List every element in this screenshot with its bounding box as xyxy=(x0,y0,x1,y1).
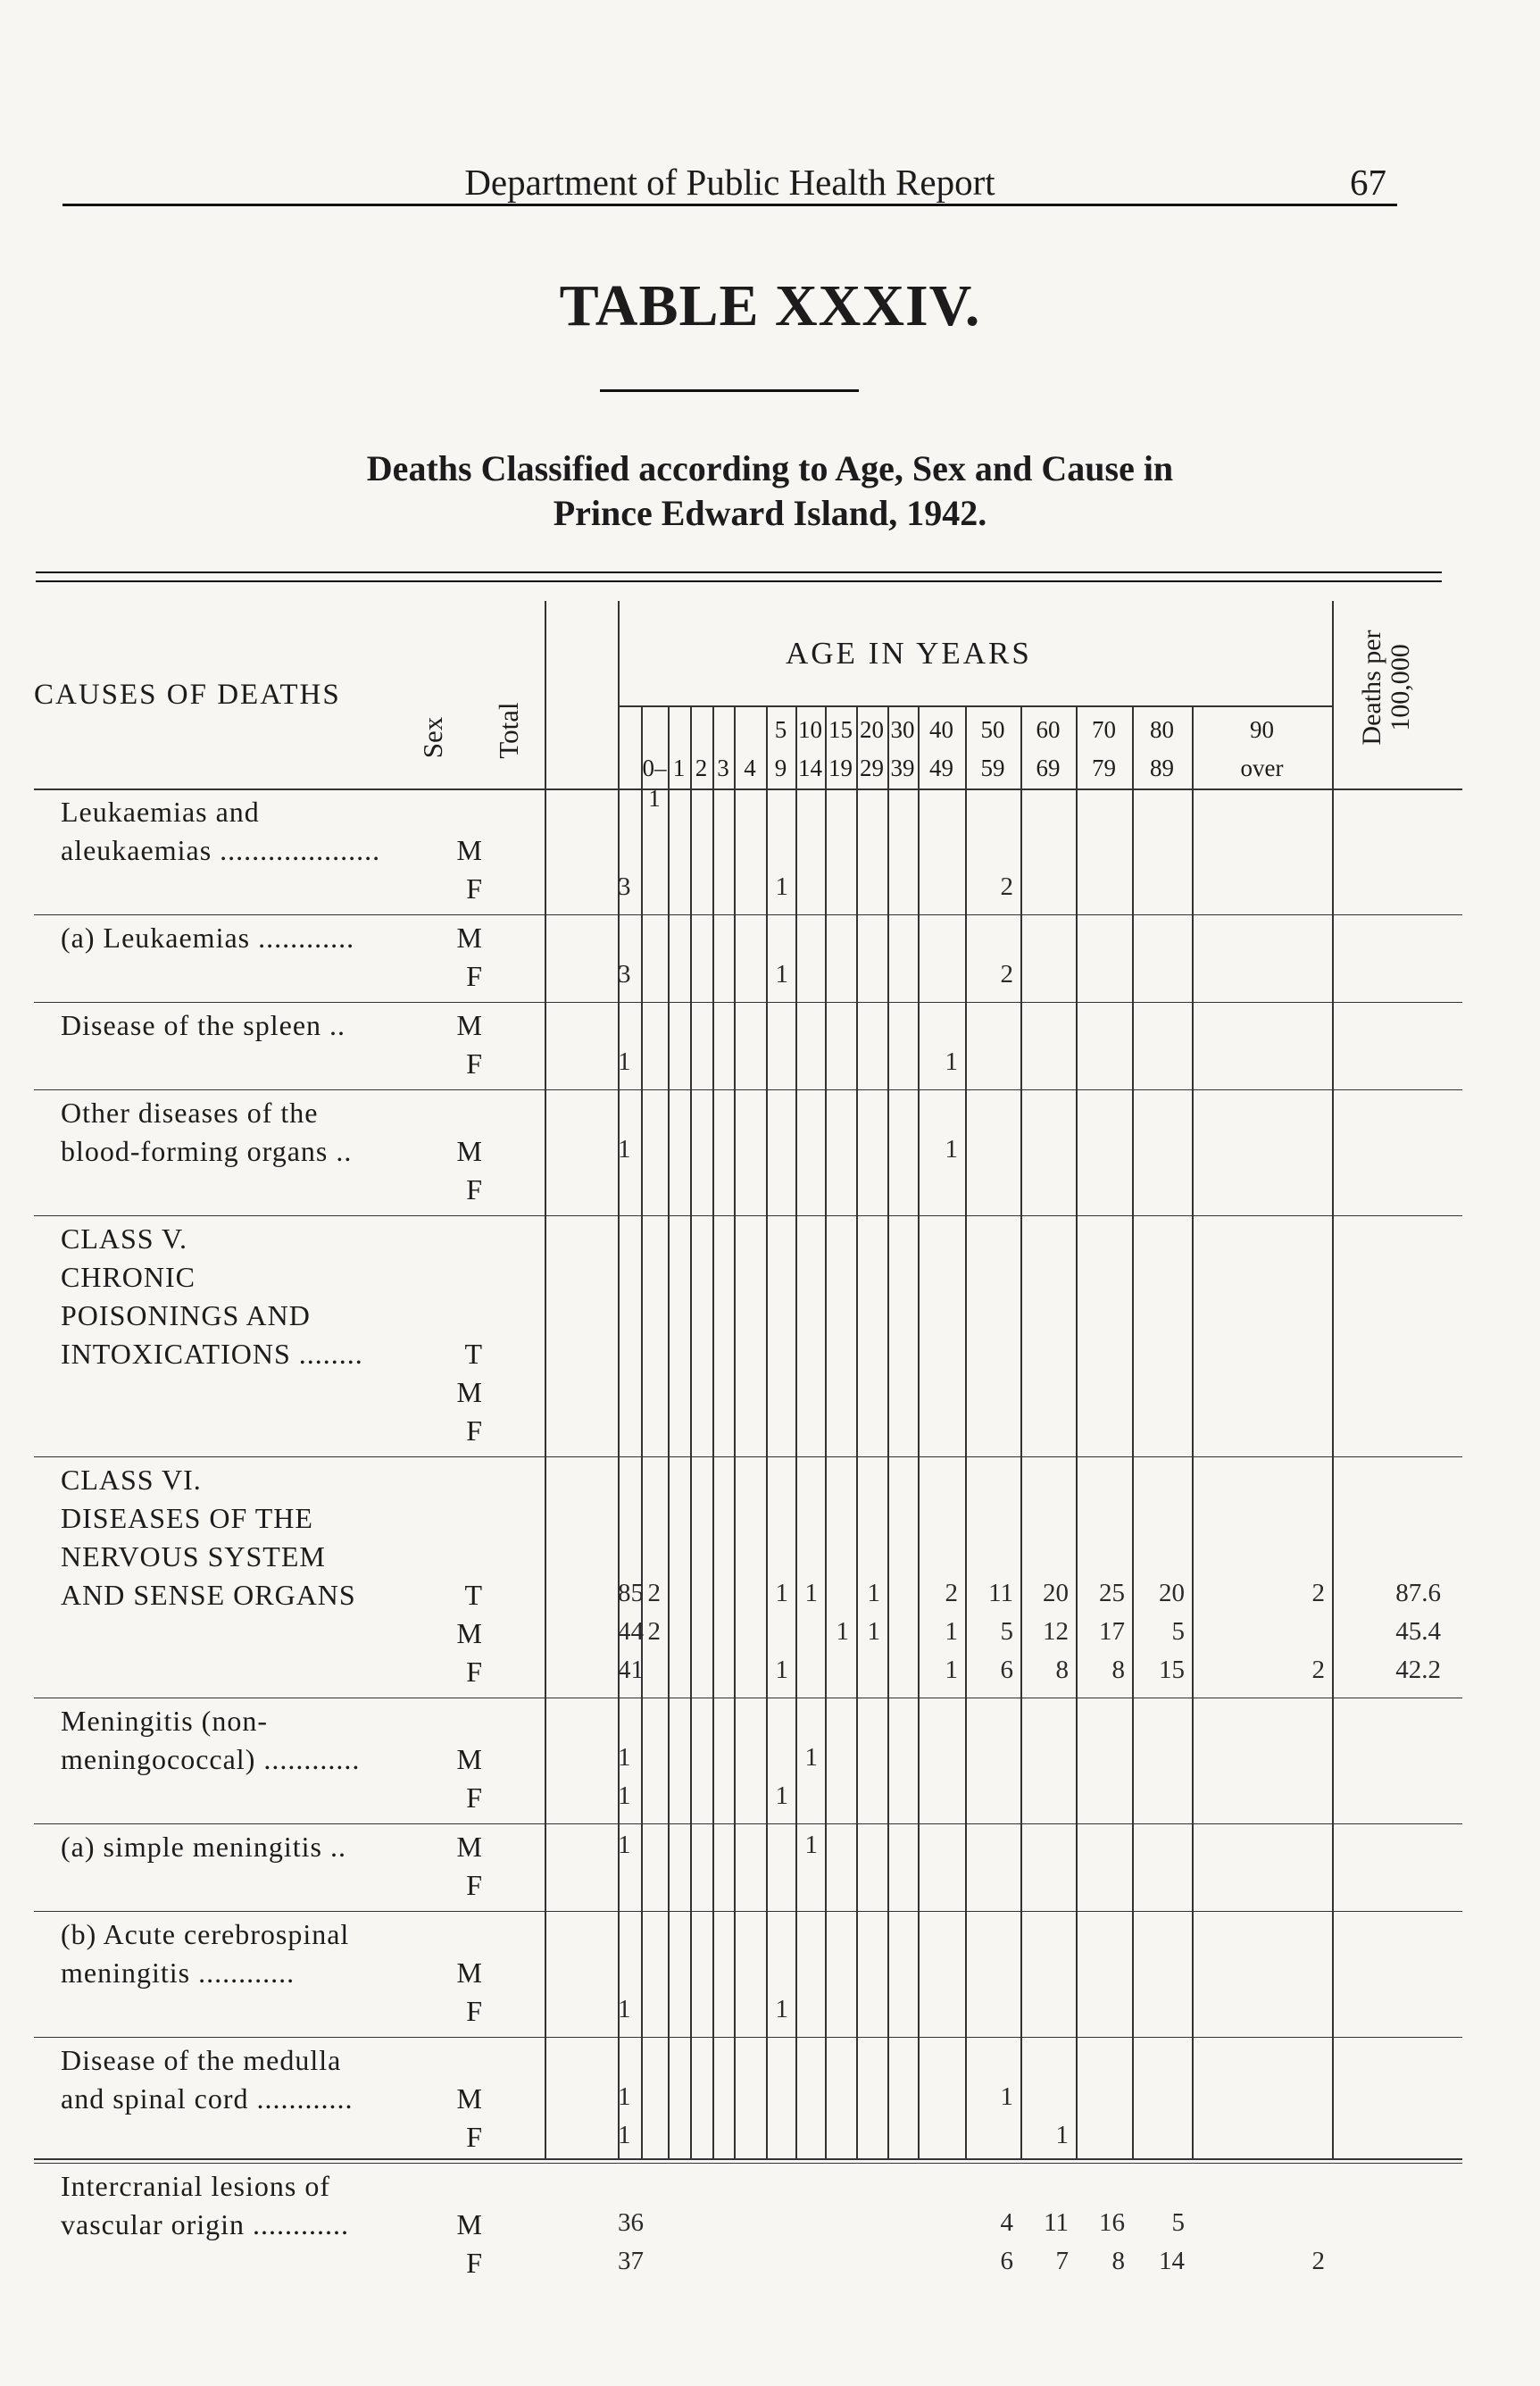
age-cell: 6 xyxy=(1000,2247,1013,2275)
section-rule xyxy=(34,2163,1462,2164)
age-cell: 5 xyxy=(1171,2208,1185,2237)
age-cell: 1 xyxy=(804,1579,818,1607)
cause-label: meningococcal) ............ xyxy=(61,1743,361,1775)
age-cell: 8 xyxy=(1111,1656,1125,1684)
sex-code: F xyxy=(466,1173,482,1206)
cause-label: CLASS V. xyxy=(61,1222,187,1255)
sex-code: F xyxy=(466,872,482,905)
table-bottom-rule xyxy=(34,2158,1462,2160)
header-title: Department of Public Health Report xyxy=(464,162,995,203)
age-col-start: 90 xyxy=(1250,716,1274,743)
age-cell: 8 xyxy=(1111,2247,1125,2275)
page-number: 67 xyxy=(1350,162,1386,203)
sex-code: F xyxy=(466,1656,482,1688)
cause-label: Intercranial lesions of xyxy=(61,2170,330,2202)
total-cell: 3 xyxy=(618,960,631,989)
total-cell: 1 xyxy=(618,1831,631,1859)
column-rule xyxy=(712,705,714,2158)
cause-label: DISEASES OF THE xyxy=(61,1502,313,1534)
sex-code: M xyxy=(456,1135,482,1167)
sex-code: M xyxy=(456,834,482,866)
age-col-start: 40 xyxy=(929,716,953,743)
cause-label: NERVOUS SYSTEM xyxy=(61,1540,326,1573)
section-rule xyxy=(34,1002,1462,1003)
sex-code: F xyxy=(466,2121,482,2153)
age-col-end: 3 xyxy=(717,755,729,781)
age-cell: 1 xyxy=(1055,2121,1069,2149)
section-rule xyxy=(34,1456,1462,1457)
age-cell: 1 xyxy=(867,1579,880,1607)
age-col-start: 50 xyxy=(980,716,1005,743)
age-col-end: over xyxy=(1240,755,1284,781)
table-subtitle xyxy=(0,446,1540,536)
age-cell: 2 xyxy=(1311,2247,1325,2275)
cause-label: CLASS VI. xyxy=(61,1464,202,1496)
sex-code: F xyxy=(466,960,482,992)
column-rule xyxy=(668,705,670,2158)
age-cell: 20 xyxy=(1159,1579,1185,1607)
age-col-end: 49 xyxy=(929,755,953,781)
age-cell: 2 xyxy=(647,1617,661,1646)
column-rule xyxy=(1076,705,1078,2158)
sex-code: F xyxy=(466,2247,482,2279)
section-rule xyxy=(34,1823,1462,1824)
age-cell: 6 xyxy=(1000,1656,1013,1684)
sex-code: M xyxy=(456,1617,482,1649)
total-cell: 3 xyxy=(618,872,631,901)
total-cell: 36 xyxy=(618,2208,644,2237)
column-rule xyxy=(1132,705,1134,2158)
age-group-rule xyxy=(618,705,1332,707)
age-cell: 5 xyxy=(1000,1617,1013,1646)
column-rule xyxy=(965,705,967,2158)
age-col-start: 30 xyxy=(890,716,915,743)
double-rule xyxy=(36,571,1442,582)
age-col-end: 39 xyxy=(890,755,915,781)
age-cell: 2 xyxy=(1311,1579,1325,1607)
sex-code: F xyxy=(466,1781,482,1814)
age-col-start: 70 xyxy=(1092,716,1116,743)
section-rule xyxy=(34,914,1462,915)
column-rule xyxy=(618,601,620,2158)
column-rule xyxy=(1192,705,1194,2158)
table-title: TABLE XXXIV. xyxy=(559,273,981,338)
age-col-end: 9 xyxy=(774,755,787,781)
age-cell: 1 xyxy=(804,1743,818,1772)
section-rule xyxy=(34,1089,1462,1090)
cause-label: and spinal cord ............ xyxy=(61,2082,354,2115)
sex-code: M xyxy=(456,1956,482,1989)
age-cell: 16 xyxy=(1099,2208,1125,2237)
age-cell: 4 xyxy=(1000,2208,1013,2237)
section-rule xyxy=(34,1215,1462,1216)
age-cell: 8 xyxy=(1055,1656,1069,1684)
column-rule xyxy=(856,705,858,2158)
age-cell: 15 xyxy=(1159,1656,1185,1684)
sex-code: M xyxy=(456,1831,482,1863)
age-group-header: AGE IN YEARS xyxy=(786,636,1032,671)
age-col-end: 29 xyxy=(860,755,884,781)
total-cell: 85 xyxy=(618,1579,644,1607)
age-cell: 5 xyxy=(1171,1617,1185,1646)
header-bottom-rule xyxy=(34,788,1462,790)
sex-code: F xyxy=(466,1869,482,1901)
column-rule xyxy=(825,705,827,2158)
age-cell: 14 xyxy=(1159,2247,1185,2275)
age-col-end: 69 xyxy=(1036,755,1061,781)
subtitle-line: Deaths Classified according to Age, Sex and Cause in xyxy=(366,448,1174,488)
total-cell: 1 xyxy=(618,2082,631,2111)
cause-label: Other diseases of the xyxy=(61,1097,319,1129)
age-cell: 1 xyxy=(945,1617,958,1646)
cause-label: CHRONIC xyxy=(61,1261,196,1293)
column-rule xyxy=(1020,705,1022,2158)
age-col-start: 80 xyxy=(1150,716,1174,743)
rate-cell: 42.2 xyxy=(1395,1656,1441,1684)
title-rule xyxy=(600,389,859,392)
age-col-start: 10 xyxy=(798,716,822,743)
age-cell: 11 xyxy=(988,1579,1013,1607)
column-rule xyxy=(918,705,920,2158)
section-rule xyxy=(34,2037,1462,2038)
age-cell: 1 xyxy=(945,1047,958,1076)
column-rule xyxy=(766,705,768,2158)
running-header xyxy=(62,159,1397,206)
age-cell: 1 xyxy=(775,1781,788,1810)
causes-header: CAUSES OF DEATHS xyxy=(34,679,341,711)
sex-code: T xyxy=(464,1579,482,1611)
cause-label: AND SENSE ORGANS xyxy=(61,1579,356,1611)
cause-label: blood-forming organs .. xyxy=(61,1135,353,1167)
age-col-start: 60 xyxy=(1036,716,1061,743)
sex-code: M xyxy=(456,1743,482,1775)
age-cell: 1 xyxy=(775,1656,788,1684)
cause-label: meningitis ............ xyxy=(61,1956,296,1989)
total-cell: 37 xyxy=(618,2247,644,2275)
cause-label: (a) Leukaemias ............ xyxy=(61,922,355,954)
total-cell: 1 xyxy=(618,2121,631,2149)
age-cell: 1 xyxy=(775,1995,788,2023)
age-col-end: 89 xyxy=(1150,755,1174,781)
section-rule xyxy=(34,1911,1462,1912)
cause-label: Disease of the spleen .. xyxy=(61,1009,346,1041)
age-col-start: 15 xyxy=(828,716,853,743)
age-col-end: 1 xyxy=(672,755,686,781)
total-header: Total xyxy=(493,702,524,759)
total-cell: 1 xyxy=(618,1047,631,1076)
cause-label: aleukaemias .................... xyxy=(61,834,381,866)
age-cell: 1 xyxy=(775,872,788,901)
cause-label: Meningitis (non- xyxy=(61,1705,268,1737)
sex-code: M xyxy=(456,2082,482,2115)
sex-code: F xyxy=(466,1047,482,1080)
age-cell: 1 xyxy=(775,960,788,989)
cause-label: INTOXICATIONS ........ xyxy=(61,1338,363,1370)
total-cell: 1 xyxy=(618,1781,631,1810)
age-cell: 1 xyxy=(867,1617,880,1646)
total-cell: 1 xyxy=(618,1995,631,2023)
sex-code: M xyxy=(456,1376,482,1408)
age-cell: 2 xyxy=(1000,872,1013,901)
age-col-end: 2 xyxy=(695,755,708,781)
age-col-end: 79 xyxy=(1092,755,1116,781)
age-cell: 7 xyxy=(1055,2247,1069,2275)
cause-label: Leukaemias and xyxy=(61,796,260,828)
age-cell: 11 xyxy=(1044,2208,1069,2237)
column-rule xyxy=(641,705,643,2158)
total-cell: 1 xyxy=(618,1743,631,1772)
age-col-start: 5 xyxy=(774,716,787,743)
age-cell: 12 xyxy=(1043,1617,1069,1646)
sex-code: F xyxy=(466,1414,482,1447)
age-cell: 2 xyxy=(945,1579,958,1607)
rate-header-line: Deaths per xyxy=(1357,630,1386,746)
age-cell: 1 xyxy=(945,1656,958,1684)
sex-code: T xyxy=(464,1338,482,1370)
column-rule xyxy=(690,705,692,2158)
age-cell: 2 xyxy=(647,1579,661,1607)
age-col-end: 4 xyxy=(744,755,756,781)
sex-code: F xyxy=(466,1995,482,2027)
age-cell: 1 xyxy=(775,1579,788,1607)
column-rule xyxy=(1332,601,1334,2158)
rate-cell: 87.6 xyxy=(1395,1579,1441,1607)
age-cell: 2 xyxy=(1311,1656,1325,1684)
column-rule xyxy=(795,705,797,2158)
age-col-end: 59 xyxy=(980,755,1005,781)
age-cell: 25 xyxy=(1099,1579,1125,1607)
rate-cell: 45.4 xyxy=(1395,1617,1441,1646)
cause-label: (a) simple meningitis .. xyxy=(61,1831,346,1863)
cause-label: Disease of the medulla xyxy=(61,2044,342,2076)
total-cell: 1 xyxy=(618,1135,631,1164)
age-cell: 1 xyxy=(945,1135,958,1164)
age-cell: 1 xyxy=(804,1831,818,1859)
age-cell: 1 xyxy=(836,1617,849,1646)
column-rule xyxy=(887,705,889,2158)
age-cell: 1 xyxy=(1000,2082,1013,2111)
sex-header: Sex xyxy=(417,716,448,759)
column-rule xyxy=(545,601,546,2158)
column-rule xyxy=(734,705,736,2158)
age-col-start: 20 xyxy=(860,716,884,743)
sex-code: M xyxy=(456,2208,482,2240)
sex-code: M xyxy=(456,1009,482,1041)
age-cell: 20 xyxy=(1043,1579,1069,1607)
total-cell: 41 xyxy=(618,1656,644,1684)
total-cell: 44 xyxy=(618,1617,644,1646)
age-cell: 2 xyxy=(1000,960,1013,989)
age-col-end: 19 xyxy=(828,755,853,781)
cause-label: (b) Acute cerebrospinal xyxy=(61,1918,350,1950)
age-col-end: 0–1 xyxy=(642,755,667,812)
cause-label: vascular origin ............ xyxy=(61,2208,350,2240)
cause-label: POISONINGS AND xyxy=(61,1299,311,1331)
age-col-end: 14 xyxy=(798,755,822,781)
subtitle-line: Prince Edward Island, 1942. xyxy=(553,493,987,533)
sex-code: M xyxy=(456,922,482,954)
rate-header-line: 100,000 xyxy=(1386,644,1415,731)
age-cell: 17 xyxy=(1099,1617,1125,1646)
